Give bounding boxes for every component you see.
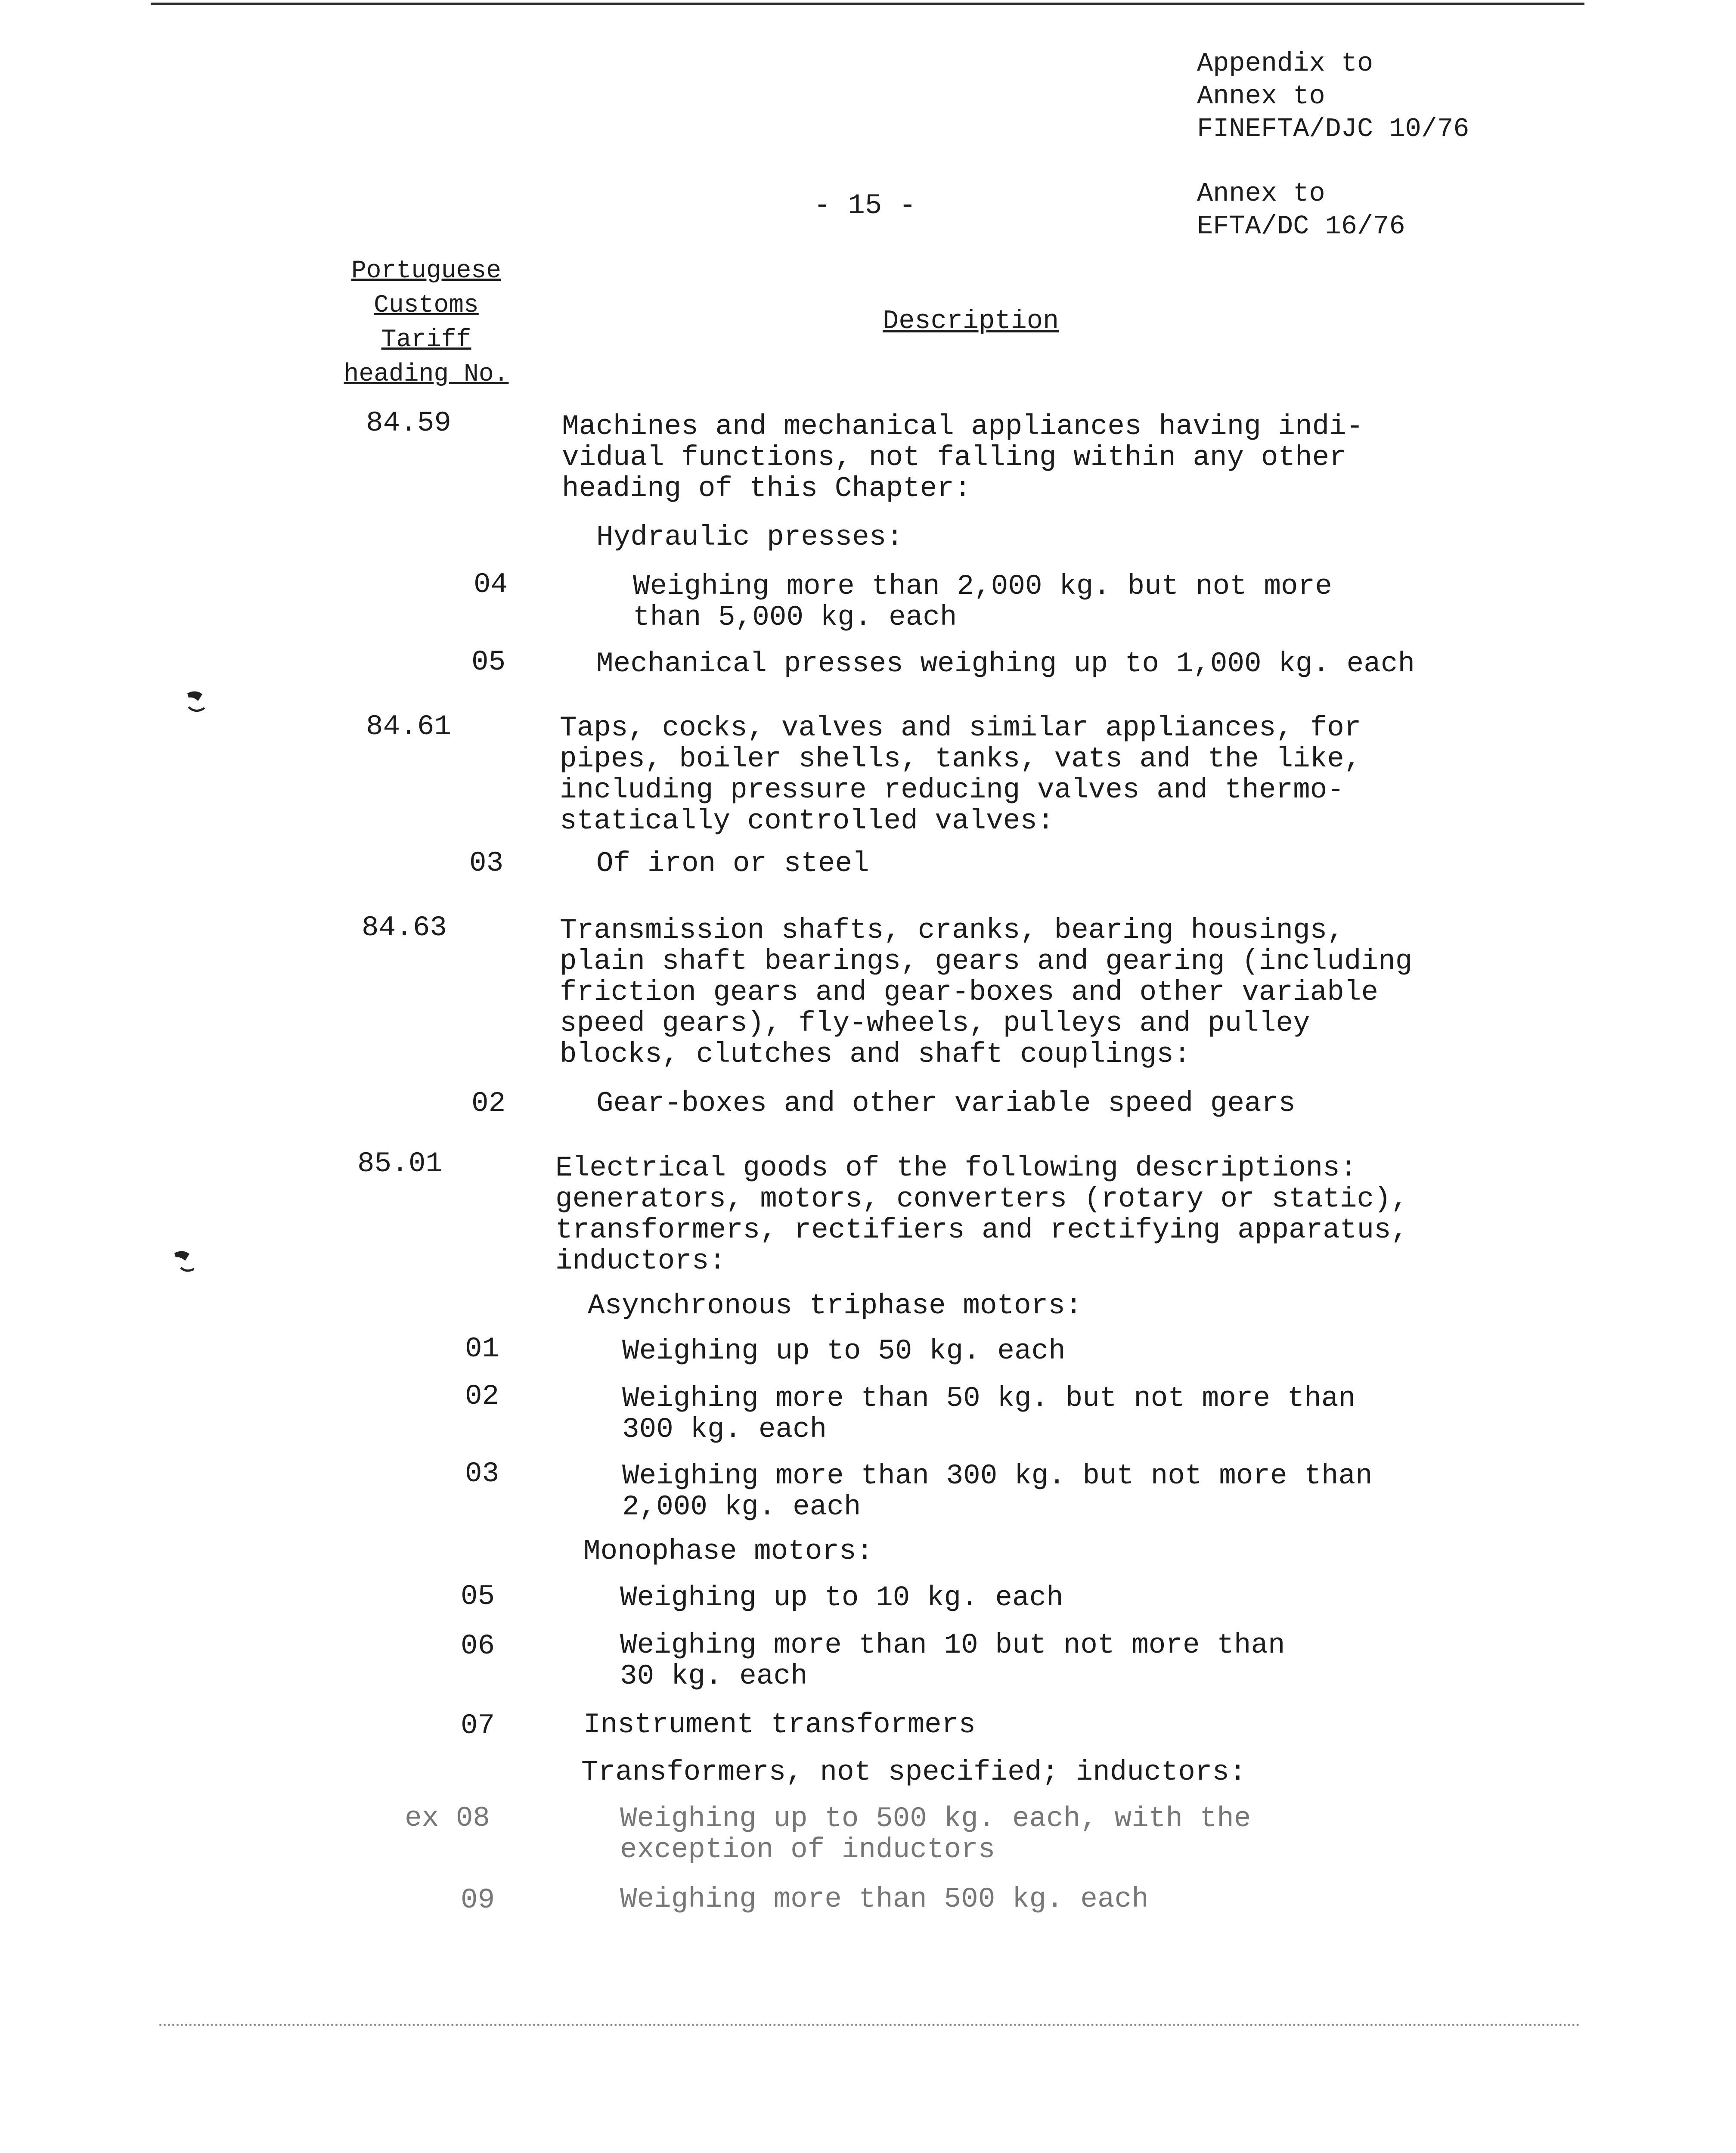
tariff-description [620, 1803, 1251, 1865]
description-line: Weighing more than 500 kg. each [620, 1883, 1149, 1915]
description-line: inductors: [555, 1245, 726, 1277]
header-word: Tariff [381, 326, 471, 354]
tariff-heading-column-header [327, 254, 525, 392]
tariff-code: 84.61 [366, 710, 452, 743]
description-line: 30 kg. each [620, 1660, 808, 1692]
description-line: Hydraulic presses: [596, 521, 903, 553]
appendix-line: Appendix to [1197, 48, 1373, 79]
efta-dc-reference: EFTA/DC 16/76 [1197, 211, 1405, 242]
punch-hole-mark [185, 689, 207, 715]
header-word: Customs [374, 292, 479, 320]
tariff-description [583, 1536, 873, 1567]
tariff-description [633, 571, 1332, 633]
description-line: Instrument transformers [583, 1709, 976, 1741]
description-line: Of iron or steel [596, 847, 869, 880]
appendix-reference [1197, 47, 1469, 146]
description-line: Weighing up to 500 kg. each, with the [620, 1802, 1251, 1835]
tariff-description [622, 1461, 1373, 1523]
tariff-description [596, 1088, 1296, 1119]
tariff-description [620, 1884, 1149, 1915]
description-line: statically controlled valves: [560, 805, 1054, 837]
description-line: friction gears and gear-boxes and other variable [560, 976, 1379, 1008]
description-column-header: Description [883, 306, 1059, 336]
tariff-code: 05 [461, 1580, 495, 1613]
description-line: Gear-boxes and other variable speed gears [596, 1087, 1296, 1120]
tariff-code: 04 [474, 568, 508, 601]
description-line: pipes, boiler shells, tanks, vats and the like, [560, 743, 1361, 775]
description-line: Monophase motors: [583, 1535, 874, 1567]
annex-line: Annex to [1197, 178, 1325, 209]
tariff-code: 84.63 [362, 912, 447, 944]
tariff-code: 05 [471, 646, 506, 678]
description-line: Electrical goods of the following descriptions: [555, 1152, 1357, 1184]
description-line: plain shaft bearings, gears and gearing (including [560, 945, 1413, 977]
description-line: Transmission shafts, cranks, bearing housings, [560, 914, 1344, 946]
description-line: Weighing more than 10 but not more than [620, 1629, 1285, 1661]
tariff-description [562, 411, 1364, 504]
description-line: Weighing up to 10 kg. each [620, 1582, 1063, 1614]
description-line: Mechanical presses weighing up to 1,000 kg. each [596, 648, 1415, 680]
tariff-description [596, 648, 1415, 679]
punch-hole-mark [172, 1249, 194, 1275]
description-line: vidual functions, not falling within any other [562, 441, 1346, 474]
tariff-description [560, 915, 1412, 1070]
top-rule [151, 3, 1584, 5]
description-line: 300 kg. each [622, 1413, 827, 1446]
annex-reference [1197, 177, 1405, 243]
header-word: Portuguese [351, 257, 502, 285]
description-line: Asynchronous triphase motors: [588, 1290, 1082, 1322]
description-line: blocks, clutches and shaft couplings: [560, 1038, 1191, 1070]
tariff-code: 06 [461, 1630, 495, 1662]
annex-line: Annex to [1197, 81, 1325, 112]
tariff-description [622, 1383, 1355, 1445]
tariff-description [620, 1630, 1285, 1692]
tariff-description [583, 1709, 976, 1740]
tariff-code: 07 [461, 1709, 495, 1742]
tariff-code: 85.01 [357, 1148, 443, 1180]
tariff-code: 84.59 [366, 407, 452, 439]
description-line: than 5,000 kg. each [633, 601, 957, 633]
header-word: heading No. [344, 360, 509, 388]
tariff-description [581, 1757, 1246, 1788]
tariff-description [560, 713, 1361, 837]
tariff-description [596, 848, 869, 879]
bottom-rule [159, 2024, 1580, 2026]
description-line: 2,000 kg. each [622, 1491, 861, 1523]
tariff-description [620, 1582, 1063, 1613]
description-line: heading of this Chapter: [562, 472, 971, 505]
tariff-code: 02 [465, 1380, 499, 1412]
description-line: transformers, rectifiers and rectifying apparatus, [555, 1214, 1408, 1246]
description-line: including pressure reducing valves and thermo- [560, 774, 1344, 806]
tariff-code: 01 [465, 1333, 499, 1365]
tariff-description [588, 1291, 1082, 1322]
tariff-code: 03 [465, 1458, 499, 1490]
description-line: Transformers, not specified; inductors: [581, 1756, 1246, 1788]
finefta-reference: FINEFTA/DJC 10/76 [1197, 114, 1469, 144]
tariff-code: 02 [471, 1087, 506, 1120]
tariff-description [596, 522, 903, 553]
description-line: Weighing more than 50 kg. but not more than [622, 1382, 1356, 1415]
description-line: Weighing more than 2,000 kg. but not more [633, 570, 1332, 602]
tariff-description [555, 1153, 1408, 1277]
description-line: Machines and mechanical appliances having indi- [562, 410, 1364, 443]
description-line: speed gears), fly-wheels, pulleys and pulley [560, 1007, 1310, 1039]
tariff-code: ex 08 [405, 1802, 490, 1834]
page-number: - 15 - [814, 189, 916, 222]
description-line: Taps, cocks, valves and similar appliances, for [560, 712, 1361, 744]
description-line: generators, motors, converters (rotary or static), [555, 1183, 1408, 1215]
description-line: Weighing more than 300 kg. but not more than [622, 1460, 1373, 1492]
tariff-code: 09 [461, 1884, 495, 1916]
description-line: Weighing up to 50 kg. each [622, 1335, 1066, 1367]
description-line: exception of inductors [620, 1833, 995, 1866]
tariff-code: 03 [469, 847, 504, 879]
tariff-description [622, 1336, 1066, 1367]
